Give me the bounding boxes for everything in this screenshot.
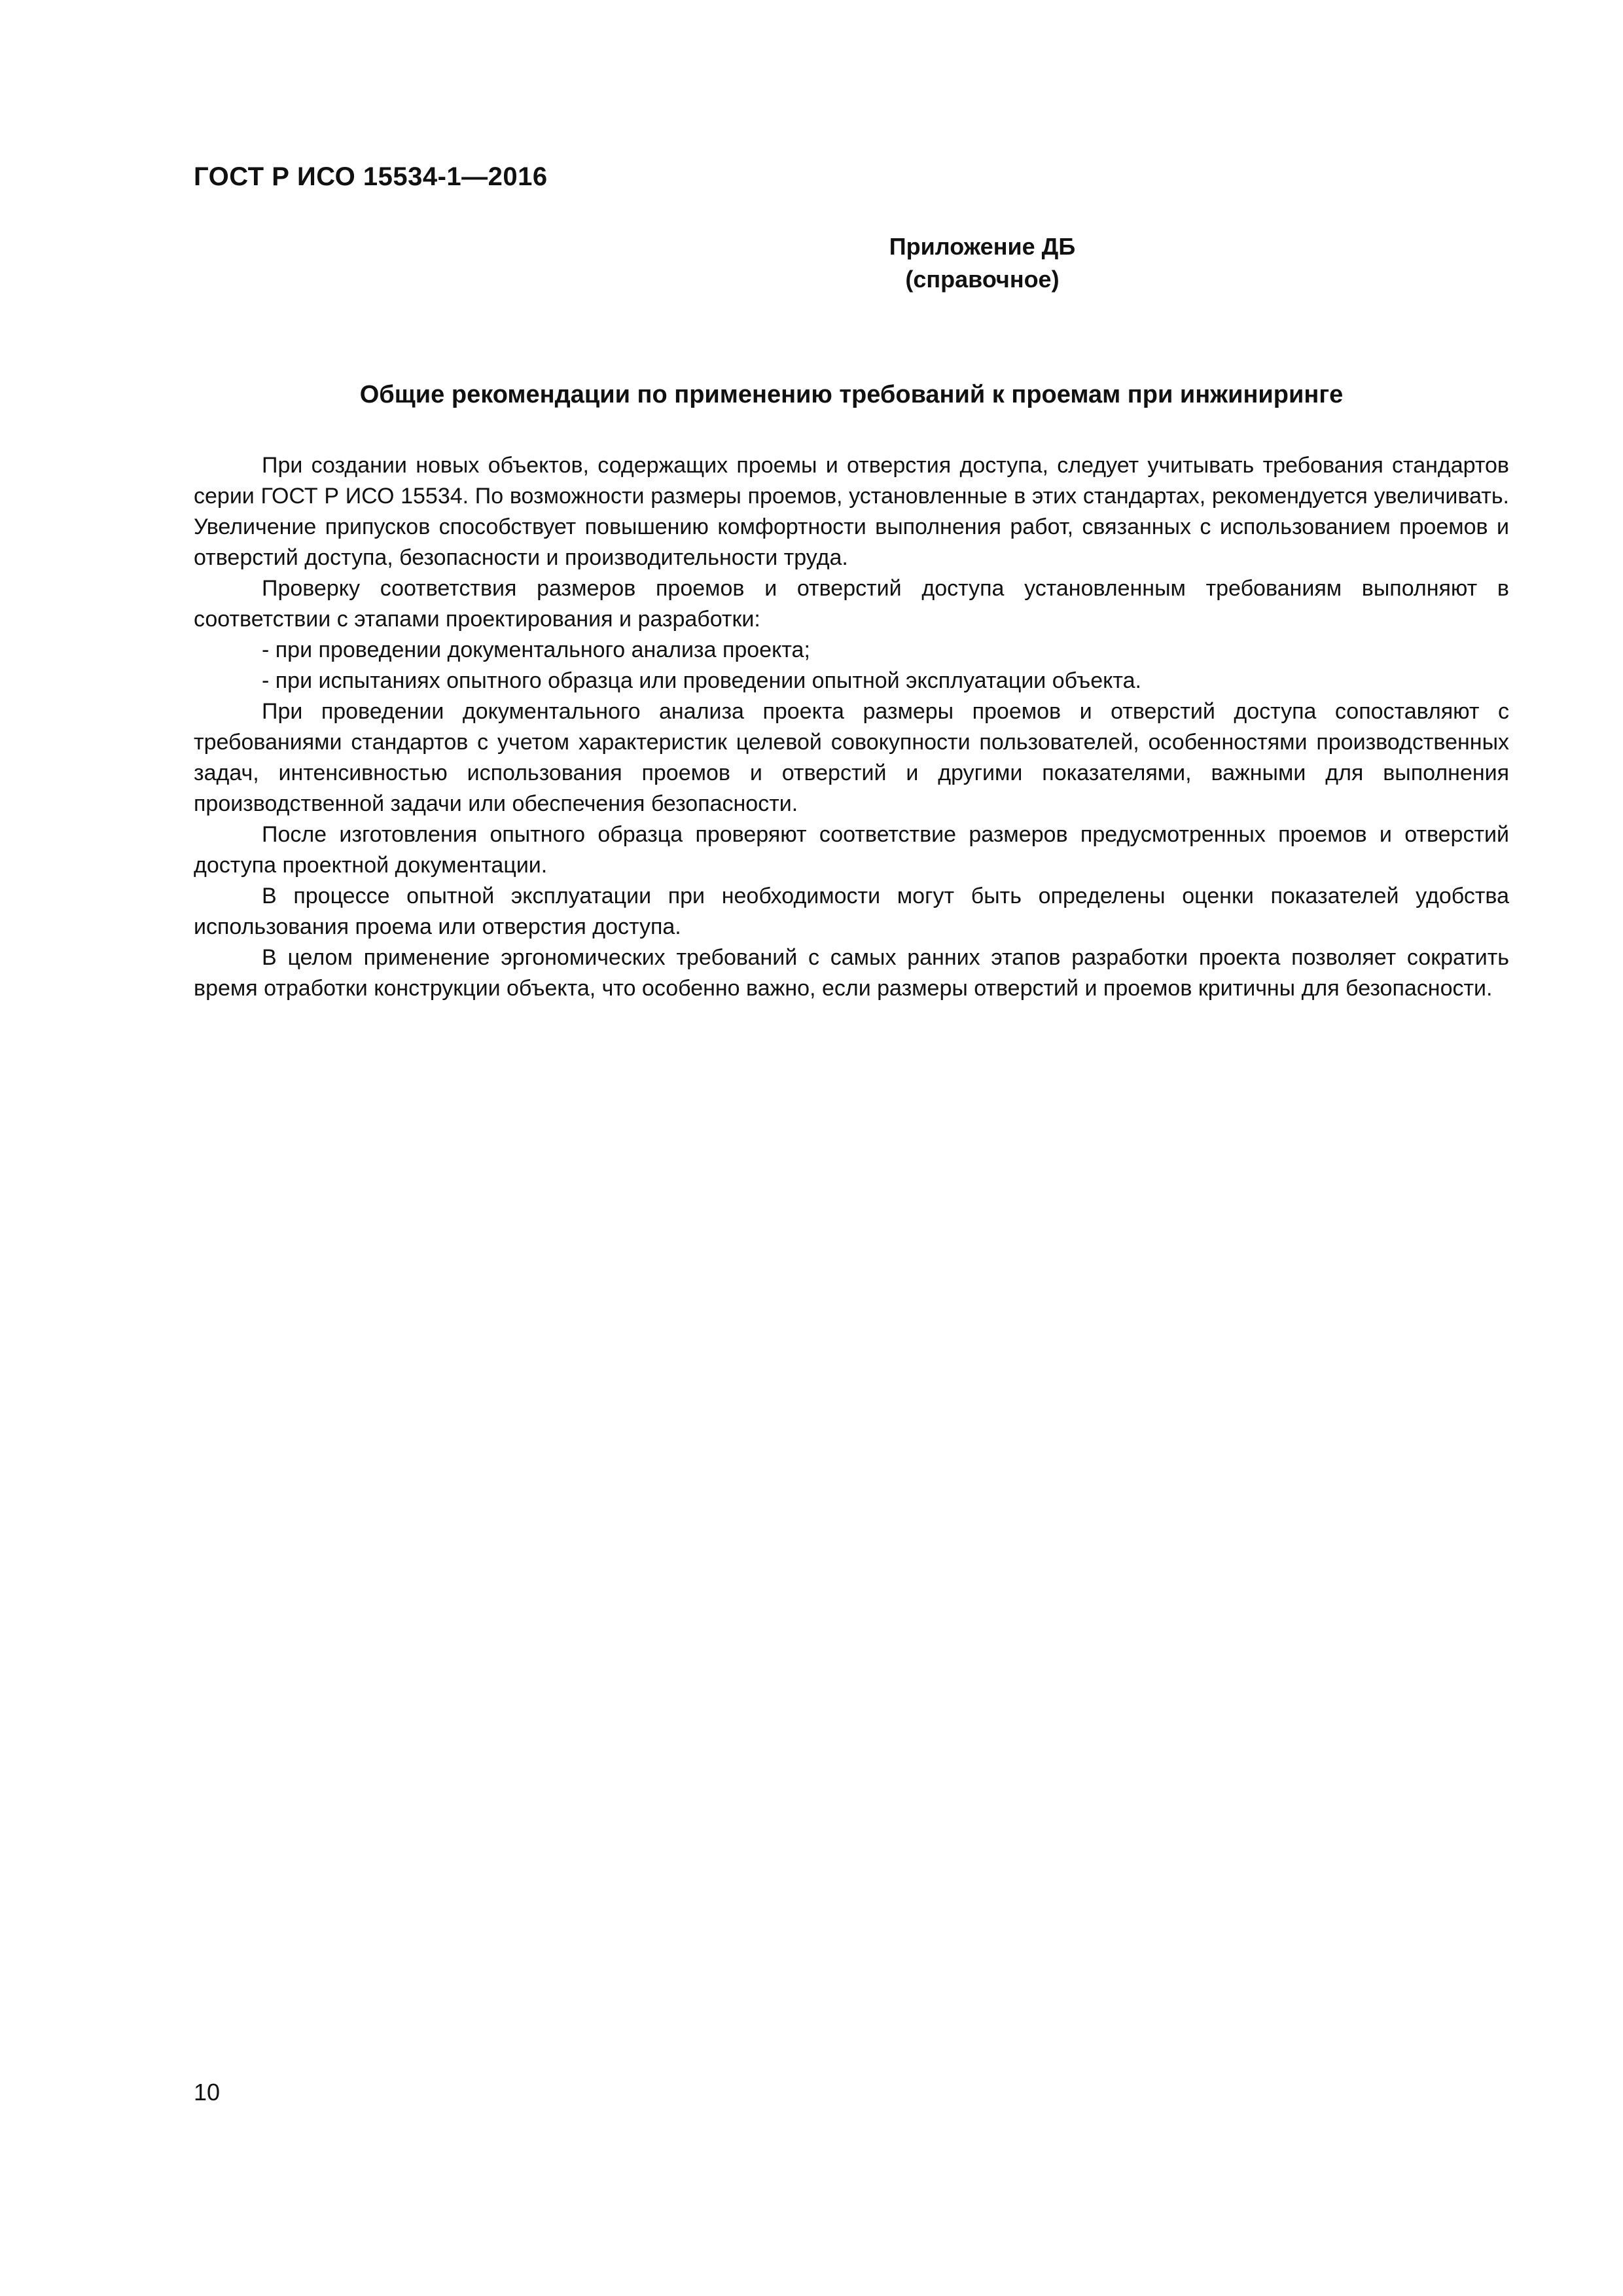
section-title: Общие рекомендации по применению требований к проемам при инжиниринге [359,381,1344,408]
appendix-kind: (справочное) [905,266,1060,293]
paragraph-4: После изготовления опытного образца проверяют соответствие размеров предусмотренных проемов и отверстий доступа проектной документации. [194,822,1509,878]
document-code: ГОСТ Р ИСО 15534-1—2016 [194,162,548,191]
paragraph-6: В целом применение эргономических требований с самых ранних этапов разработки проекта позволяет сократить время отработки конструкции объекта, что особенно важно, если размеры отверстий и проемов критичны для безопасности. [194,945,1509,1001]
list-item: - при проведении документального анализа проекта; [262,637,810,662]
paragraph-3: При проведении документального анализа проекта размеры проемов и отверстий доступа сопоставляют с требованиями стандартов с учетом характеристик целевой совокупности пользователей, особенностями производственных задач, интенсивностью использования проемов и отверстий и другими показателями, важными для выполнения производственной задачи или обеспечения безопасности. [194,699,1509,816]
document-body [194,450,1509,1004]
page-number: 10 [194,2079,221,2106]
appendix-heading [194,230,1509,296]
appendix-label: Приложение ДБ [889,233,1076,260]
paragraph-2: Проверку соответствия размеров проемов и отверстий доступа установленным требованиям выполняют в соответствии с этапами проектирования и разработки: [194,576,1509,632]
paragraph-1: При создании новых объектов, содержащих проемы и отверстия доступа, следует учитывать требования стандартов серии ГОСТ Р ИСО 15534. По возможности размеры проемов, установленные в этих стандартах, рекомендуется увеличивать. Увеличение припусков способствует повышению комфортности выполнения работ, связанных с использованием проемов и отверстий доступа, безопасности и производительности труда. [194,453,1509,570]
list-item: - при испытаниях опытного образца или проведении опытной эксплуатации объекта. [262,668,1141,693]
paragraph-5: В процессе опытной эксплуатации при необходимости могут быть определены оценки показателей удобства использования проема или отверстия доступа. [194,884,1509,939]
